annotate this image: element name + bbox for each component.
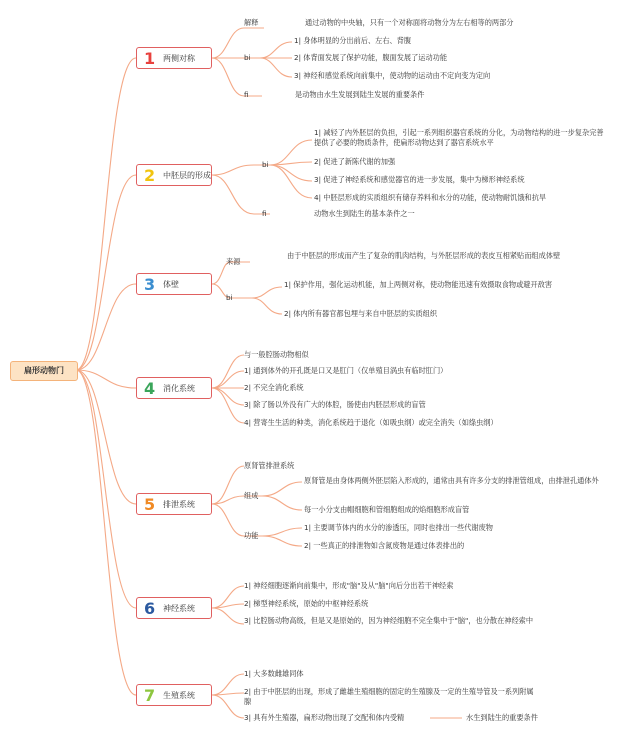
node-label-bi[interactable]: bi [262,160,269,169]
node-text[interactable]: 2| 体背面发展了保护功能，腹面发展了运动功能 [294,53,448,62]
topic-title: 消化系统 [163,384,195,393]
node-text[interactable]: 通过动物的中央轴，只有一个对称面将动物分为左右相等的两部分 [305,18,514,27]
topic-title: 两侧对称 [163,54,195,63]
topic-reproductive-system[interactable] [136,684,212,706]
node-text[interactable]: 与一般腔肠动物相似 [244,350,309,359]
topic-number: 4 [144,379,156,398]
topic-title: 体壁 [163,280,179,289]
topic-title: 生殖系统 [163,691,195,700]
topic-number: 5 [144,495,156,514]
topic-mesoderm[interactable] [136,164,212,186]
node-text[interactable]: 是动物由水生发展到陆生发展的重要条件 [295,90,425,99]
node-text[interactable]: 1| 通到体外的开孔既是口又是肛门（仅单殖目涡虫有临时肛门） [244,366,448,375]
node-label-explanation[interactable]: 解释 [244,18,259,27]
node-label-function[interactable]: 功能 [244,531,259,540]
node-label-bi[interactable]: bi [226,293,233,302]
node-text[interactable]: 由于中胚层的形成而产生了复杂的肌肉结构，与外胚层形成的表皮互相紧贴而组成体壁 [287,251,561,260]
topic-number: 7 [144,686,156,705]
node-text[interactable]: 3| 具有外生殖器，扁形动物出现了交配和体内受精 [244,713,405,722]
topic-number: 2 [144,166,156,185]
topic-number: 6 [144,599,156,618]
node-label-fi[interactable]: fi [262,209,267,218]
node-text[interactable]: 1| 神经细胞逐渐向前集中，形成"脑"及从"脑"向后分出若干神经索 [244,581,454,590]
node-label-fi[interactable]: fi [244,90,249,99]
node-text[interactable]: 2| 梯型神经系统，原始的中枢神经系统 [244,599,369,608]
node-text[interactable]: 每一小分支由帽细胞和管细胞组成的焰细胞形成盲管 [304,505,470,514]
node-label-composition[interactable]: 组成 [244,491,259,500]
topic-title: 中胚层的形成 [163,171,211,180]
node-label-source[interactable]: 来源 [226,257,241,266]
node-text[interactable]: 1| 保护作用，强化运动机能，加上两侧对称，使动物能迅速有效摄取食物或避开敌害 [284,280,553,289]
topic-nervous-system[interactable] [136,597,212,619]
node-text[interactable]: 2| 由于中胚层的出现，形成了雌雄生殖细胞的固定的生殖腺及一定的生殖导管及一系列附属腺 [244,687,534,706]
topic-title: 排泄系统 [163,500,195,509]
node-text[interactable]: 原肾管排泄系统 [244,461,295,470]
topic-bilateral-symmetry[interactable] [136,47,212,69]
node-text[interactable]: 2| 促进了新陈代谢的加强 [314,157,396,166]
root-topic[interactable]: 扁形动物门 [10,361,78,381]
topic-body-wall[interactable] [136,273,212,295]
topic-excretory-system[interactable] [136,493,212,515]
node-text[interactable]: 原肾管是由身体两侧外胚层陷入形成的，通常由具有许多分支的排泄管组成，由排泄孔通体外 [304,476,599,485]
topic-number: 3 [144,275,156,294]
node-text[interactable]: 4| 营寄生生活的种类，消化系统趋于退化（如吸虫纲）或完全消失（如绦虫纲） [244,418,498,427]
node-text[interactable]: 1| 大多数雌雄同体 [244,669,304,678]
node-text[interactable]: 2| 一些真正的排泄物如含氮废物是通过体表排出的 [304,541,465,550]
node-text[interactable]: 动物水生到陆生的基本条件之一 [314,209,415,218]
node-label-bi[interactable]: bi [244,53,251,62]
node-text[interactable]: 4| 中胚层形成的实质组织有储存养料和水分的功能，使动物耐饥饿和抗旱 [314,193,547,202]
node-text[interactable]: 1| 身体明显的分出前后、左右、背腹 [294,36,412,45]
node-text[interactable]: 1| 主要调节体内的水分的渗透压，同时也排出一些代谢废物 [304,523,493,532]
node-text[interactable]: 3| 神经和感觉系统向前集中，使动物的运动由不定向变为定向 [294,71,491,80]
node-text[interactable]: 1| 减轻了内外胚层的负担，引起一系列组织器官系统的分化，为动物结构的进一步复杂完善提供了必要的物质条件，使扁形动物达到了器官系统水平 [314,128,604,147]
node-text[interactable]: 3| 比腔肠动物高级，但是又是原始的，因为神经细胞不完全集中于"脑"，也分散在神经索中 [244,616,534,625]
topic-number: 1 [144,49,156,68]
node-text[interactable]: 水生到陆生的重要条件 [466,713,538,722]
node-text[interactable]: 3| 除了肠以外没有广大的体腔，肠使由内胚层形成的盲管 [244,400,426,409]
node-text[interactable]: 2| 体内所有器官都包埋与来自中胚层的实质组织 [284,309,438,318]
node-text[interactable]: 3| 促进了神经系统和感觉器官的进一步发展，集中为梯形神经系统 [314,175,525,184]
topic-title: 神经系统 [163,604,195,613]
topic-digestive-system[interactable] [136,377,212,399]
node-text[interactable]: 2| 不完全消化系统 [244,383,304,392]
